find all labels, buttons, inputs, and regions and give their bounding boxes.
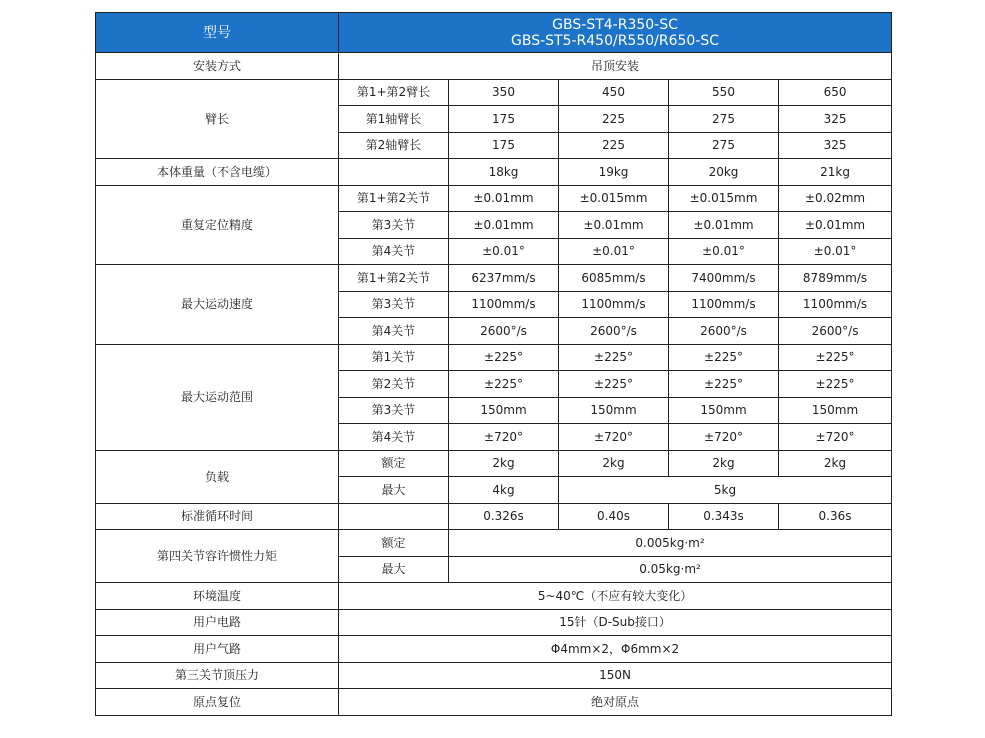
- cell: 175: [449, 132, 559, 159]
- cell: ±720°: [449, 424, 559, 451]
- row-label: 最大运动范围: [96, 344, 339, 450]
- cell: 650: [779, 79, 892, 106]
- table-row: [96, 636, 892, 663]
- sub-label: 第4关节: [339, 238, 449, 265]
- cell: 2600°/s: [779, 318, 892, 345]
- cell: 0.05kg·m²: [449, 556, 892, 583]
- table-row: [96, 450, 892, 477]
- sub-label: 第1+第2臂长: [339, 79, 449, 106]
- cell: 150mm: [669, 397, 779, 424]
- cell: ±225°: [559, 371, 669, 398]
- cell: 21kg: [779, 159, 892, 186]
- empty-cell: [339, 503, 449, 530]
- cell: 1100mm/s: [449, 291, 559, 318]
- header-row: [96, 13, 892, 53]
- spec-table: [95, 12, 892, 716]
- cell: ±0.01°: [669, 238, 779, 265]
- sub-label: 第3关节: [339, 397, 449, 424]
- cell: ±225°: [449, 371, 559, 398]
- row-label: 第三关节顶压力: [96, 662, 339, 689]
- cell: 5kg: [559, 477, 892, 504]
- sub-label: 第3关节: [339, 212, 449, 239]
- cell: 150mm: [449, 397, 559, 424]
- cell: ±0.015mm: [669, 185, 779, 212]
- sub-label: 第2关节: [339, 371, 449, 398]
- table-row: [96, 344, 892, 371]
- cell: 6237mm/s: [449, 265, 559, 292]
- table-row: [96, 662, 892, 689]
- cell: 4kg: [449, 477, 559, 504]
- cell: 0.005kg·m²: [449, 530, 892, 557]
- cell: ±225°: [669, 371, 779, 398]
- sub-label: 第4关节: [339, 318, 449, 345]
- cell: ±720°: [779, 424, 892, 451]
- cell: 吊顶安装: [339, 53, 892, 80]
- table-row: [96, 265, 892, 292]
- cell: 2kg: [559, 450, 669, 477]
- row-label: 第四关节容许惯性力矩: [96, 530, 339, 583]
- cell: 550: [669, 79, 779, 106]
- cell: 225: [559, 132, 669, 159]
- table-row: [96, 689, 892, 716]
- cell: 0.343s: [669, 503, 779, 530]
- sub-label: 第3关节: [339, 291, 449, 318]
- row-label: 重复定位精度: [96, 185, 339, 265]
- cell: ±0.01mm: [669, 212, 779, 239]
- cell: 7400mm/s: [669, 265, 779, 292]
- cell: ±0.02mm: [779, 185, 892, 212]
- cell: 1100mm/s: [779, 291, 892, 318]
- cell: ±0.01mm: [449, 185, 559, 212]
- cell: 350: [449, 79, 559, 106]
- row-label: 安装方式: [96, 53, 339, 80]
- sub-label: 最大: [339, 556, 449, 583]
- cell: ±0.015mm: [559, 185, 669, 212]
- table-row: [96, 530, 892, 557]
- sub-label: 第2轴臂长: [339, 132, 449, 159]
- cell: 0.40s: [559, 503, 669, 530]
- cell: ±0.01mm: [779, 212, 892, 239]
- table-row: [96, 53, 892, 80]
- empty-cell: [339, 159, 449, 186]
- cell: 2kg: [449, 450, 559, 477]
- cell: 20kg: [669, 159, 779, 186]
- row-label: 环境温度: [96, 583, 339, 610]
- cell: 2kg: [779, 450, 892, 477]
- cell: 1100mm/s: [669, 291, 779, 318]
- table-row: [96, 583, 892, 610]
- cell: ±0.01°: [779, 238, 892, 265]
- cell: 2600°/s: [669, 318, 779, 345]
- cell: 19kg: [559, 159, 669, 186]
- cell: 275: [669, 132, 779, 159]
- cell: 绝对原点: [339, 689, 892, 716]
- cell: 150mm: [559, 397, 669, 424]
- cell: ±0.01°: [559, 238, 669, 265]
- cell: 2600°/s: [559, 318, 669, 345]
- cell: 0.326s: [449, 503, 559, 530]
- table-row: [96, 185, 892, 212]
- cell: 15针（D-Sub接口）: [339, 609, 892, 636]
- model-names: [339, 13, 892, 53]
- model-label: 型号: [96, 13, 339, 53]
- cell: 150mm: [779, 397, 892, 424]
- cell: ±225°: [449, 344, 559, 371]
- sub-label: 第1关节: [339, 344, 449, 371]
- cell: 18kg: [449, 159, 559, 186]
- cell: ±720°: [559, 424, 669, 451]
- table-row: [96, 609, 892, 636]
- table-row: [96, 79, 892, 106]
- cell: 2600°/s: [449, 318, 559, 345]
- cell: ±0.01°: [449, 238, 559, 265]
- row-label: 最大运动速度: [96, 265, 339, 345]
- model-line-2: GBS-ST5-R450/R550/R650-SC: [511, 32, 720, 49]
- cell: 1100mm/s: [559, 291, 669, 318]
- cell: 0.36s: [779, 503, 892, 530]
- cell: ±225°: [779, 371, 892, 398]
- cell: 6085mm/s: [559, 265, 669, 292]
- sub-label: 最大: [339, 477, 449, 504]
- cell: 325: [779, 132, 892, 159]
- cell: 225: [559, 106, 669, 133]
- cell: Φ4mm×2，Φ6mm×2: [339, 636, 892, 663]
- sub-label: 第1+第2关节: [339, 265, 449, 292]
- cell: 8789mm/s: [779, 265, 892, 292]
- row-label: 负载: [96, 450, 339, 503]
- cell: 150N: [339, 662, 892, 689]
- cell: 450: [559, 79, 669, 106]
- row-label: 本体重量（不含电缆）: [96, 159, 339, 186]
- cell: ±225°: [779, 344, 892, 371]
- row-label: 用户气路: [96, 636, 339, 663]
- row-label: 原点复位: [96, 689, 339, 716]
- row-label: 用户电路: [96, 609, 339, 636]
- row-label: 标准循环时间: [96, 503, 339, 530]
- cell: ±0.01mm: [449, 212, 559, 239]
- sub-label: 第4关节: [339, 424, 449, 451]
- model-line-1: GBS-ST4-R350-SC: [552, 16, 678, 33]
- table-row: [96, 503, 892, 530]
- cell: 175: [449, 106, 559, 133]
- table-row: [96, 159, 892, 186]
- cell: 2kg: [669, 450, 779, 477]
- cell: ±225°: [559, 344, 669, 371]
- sub-label: 第1轴臂长: [339, 106, 449, 133]
- sub-label: 第1+第2关节: [339, 185, 449, 212]
- sub-label: 额定: [339, 450, 449, 477]
- cell: 275: [669, 106, 779, 133]
- cell: ±0.01mm: [559, 212, 669, 239]
- cell: ±225°: [669, 344, 779, 371]
- sub-label: 额定: [339, 530, 449, 557]
- row-label: 臂长: [96, 79, 339, 159]
- cell: 5~40℃（不应有较大变化）: [339, 583, 892, 610]
- cell: 325: [779, 106, 892, 133]
- cell: ±720°: [669, 424, 779, 451]
